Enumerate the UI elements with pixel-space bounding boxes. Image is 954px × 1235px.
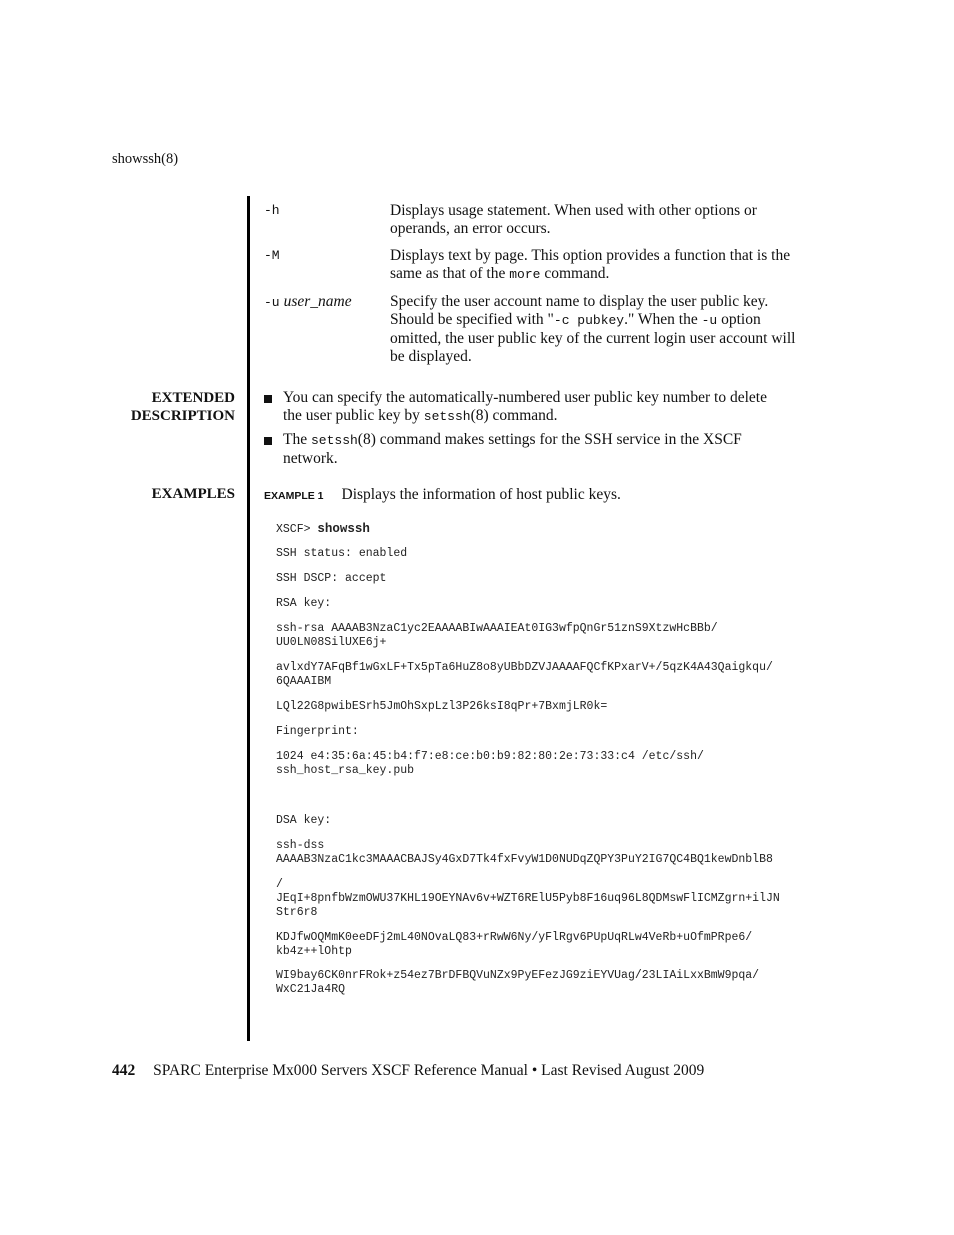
option-desc-u-line2: Should be specified with "-c pubkey." When the -u option [390,311,761,328]
option-desc-M-line1: Displays text by page. This option provides a function that is the [390,247,791,264]
code-line: ssh-dss AAAAB3NzaC1kc3MAAACBAJSy4GxD7Tk4fxFvyW1D0NUDqZQPY3PuY2IG7QC4BQ1kewDnblB8 [276,839,773,866]
example-caption-text: Displays the information of host public keys. [341,486,621,503]
option-desc-u [390,293,795,366]
option-desc-M [390,247,790,284]
option-desc-u-line1: Specify the user account name to display the user public key. [390,293,769,310]
inline-code-more: more [509,267,541,282]
option-desc-h-line2: operands, an error occurs. [390,220,551,237]
code-line: 1024 e4:35:6a:45:b4:f7:e8:ce:b0:b9:82:80:2e:73:33:c4 /etc/ssh/ ssh_host_rsa_key.pub [276,750,704,777]
code-line: LQl22G8pwibESrh5JmOhSxpLzl3P26ksI8qPr+7BxmjLR0k= [276,700,608,713]
code-line: RSA key: [276,597,332,610]
inline-code-setssh: setssh [310,433,358,448]
option-desc-u-line4: be displayed. [390,348,472,365]
code-line: WI9bay6CK0nrFRok+z54ez7BrDFBQVuNZx9PyEFezJG9ziEYVUag/23LIAiLxxBmW9pqa/ WxC21Ja4RQ [276,969,760,996]
inline-code-setssh: setssh [423,409,471,424]
section-heading-examples: EXAMPLES [151,486,235,502]
option-flag-u [264,293,352,311]
code-line: avlxdY7AFqBf1wGxLF+Tx5pTa6HuZ8o8yUBbDZVJAAAAFQCfKPxarV+/5qzK4A43Qaigkqu/ 6QAAAIBM [276,661,773,688]
list-item: You can specify the automatically-numbered user public key number to delete the user public key by setssh(8) command. [283,389,767,424]
code-line: SSH DSCP: accept [276,572,387,585]
code-line: KDJfwOQMmK0eeDFj2mL40NOvaLQ83+rRwW6Ny/yFlRgv6PUpUqRLw4VeRb+uOfmPRpe6/ kb4z++lOhtp [276,931,753,958]
option-desc-h [390,202,757,238]
example-label: EXAMPLE 1 [264,490,324,502]
code-line: SSH status: enabled [276,547,408,560]
option-desc-u-line3: omitted, the user public key of the current login user account will [390,330,796,347]
example-caption [264,486,621,504]
code-line: Fingerprint: [276,725,359,738]
margin-rule [247,196,250,1041]
code-line: DSA key: [276,814,332,827]
code-line: / JEqI+8pnfbWzmOWU37KHL19OEYNAv6v+WZT6RElU5Pyb8F16uq96L8QDMswFlICMZgrn+ilJN Str6r8 [276,878,780,919]
option-desc-h-line1: Displays usage statement. When used with other options or [390,202,757,219]
code-line: ssh-rsa AAAAB3NzaC1yc2EAAAABIwAAAIEAt0IG3wfpQnGr51znS9XtzwHcBBb/ UU0LN08SilUXE6j+ [276,622,718,649]
footer-text: SPARC Enterprise Mx000 Servers XSCF Reference Manual • Last Revised August 2009 [153,1062,705,1079]
page-number: 442 [112,1062,136,1079]
bullet-marker [264,437,272,445]
inline-code-u: -u [701,313,718,328]
running-head: showssh(8) [112,151,179,167]
option-flag-h: -h [264,203,280,218]
option-flag-M: -M [264,248,280,263]
list-item: The setssh(8) command makes settings for the SSH service in the XSCF network. [283,431,742,467]
option-flag-u-name: -u [264,295,280,310]
code-prompt: XSCF> [276,523,318,536]
bullet-marker [264,395,272,403]
option-desc-M-line2: same as that of the more command. [390,265,610,282]
code-prompt-line [276,522,370,537]
option-flag-u-arg: user_name [283,293,352,310]
code-command: showssh [317,522,370,536]
inline-code-pubkey: -c pubkey [553,313,625,328]
section-heading-extended-description: EXTENDED DESCRIPTION [130,390,235,424]
footer [112,1062,704,1080]
